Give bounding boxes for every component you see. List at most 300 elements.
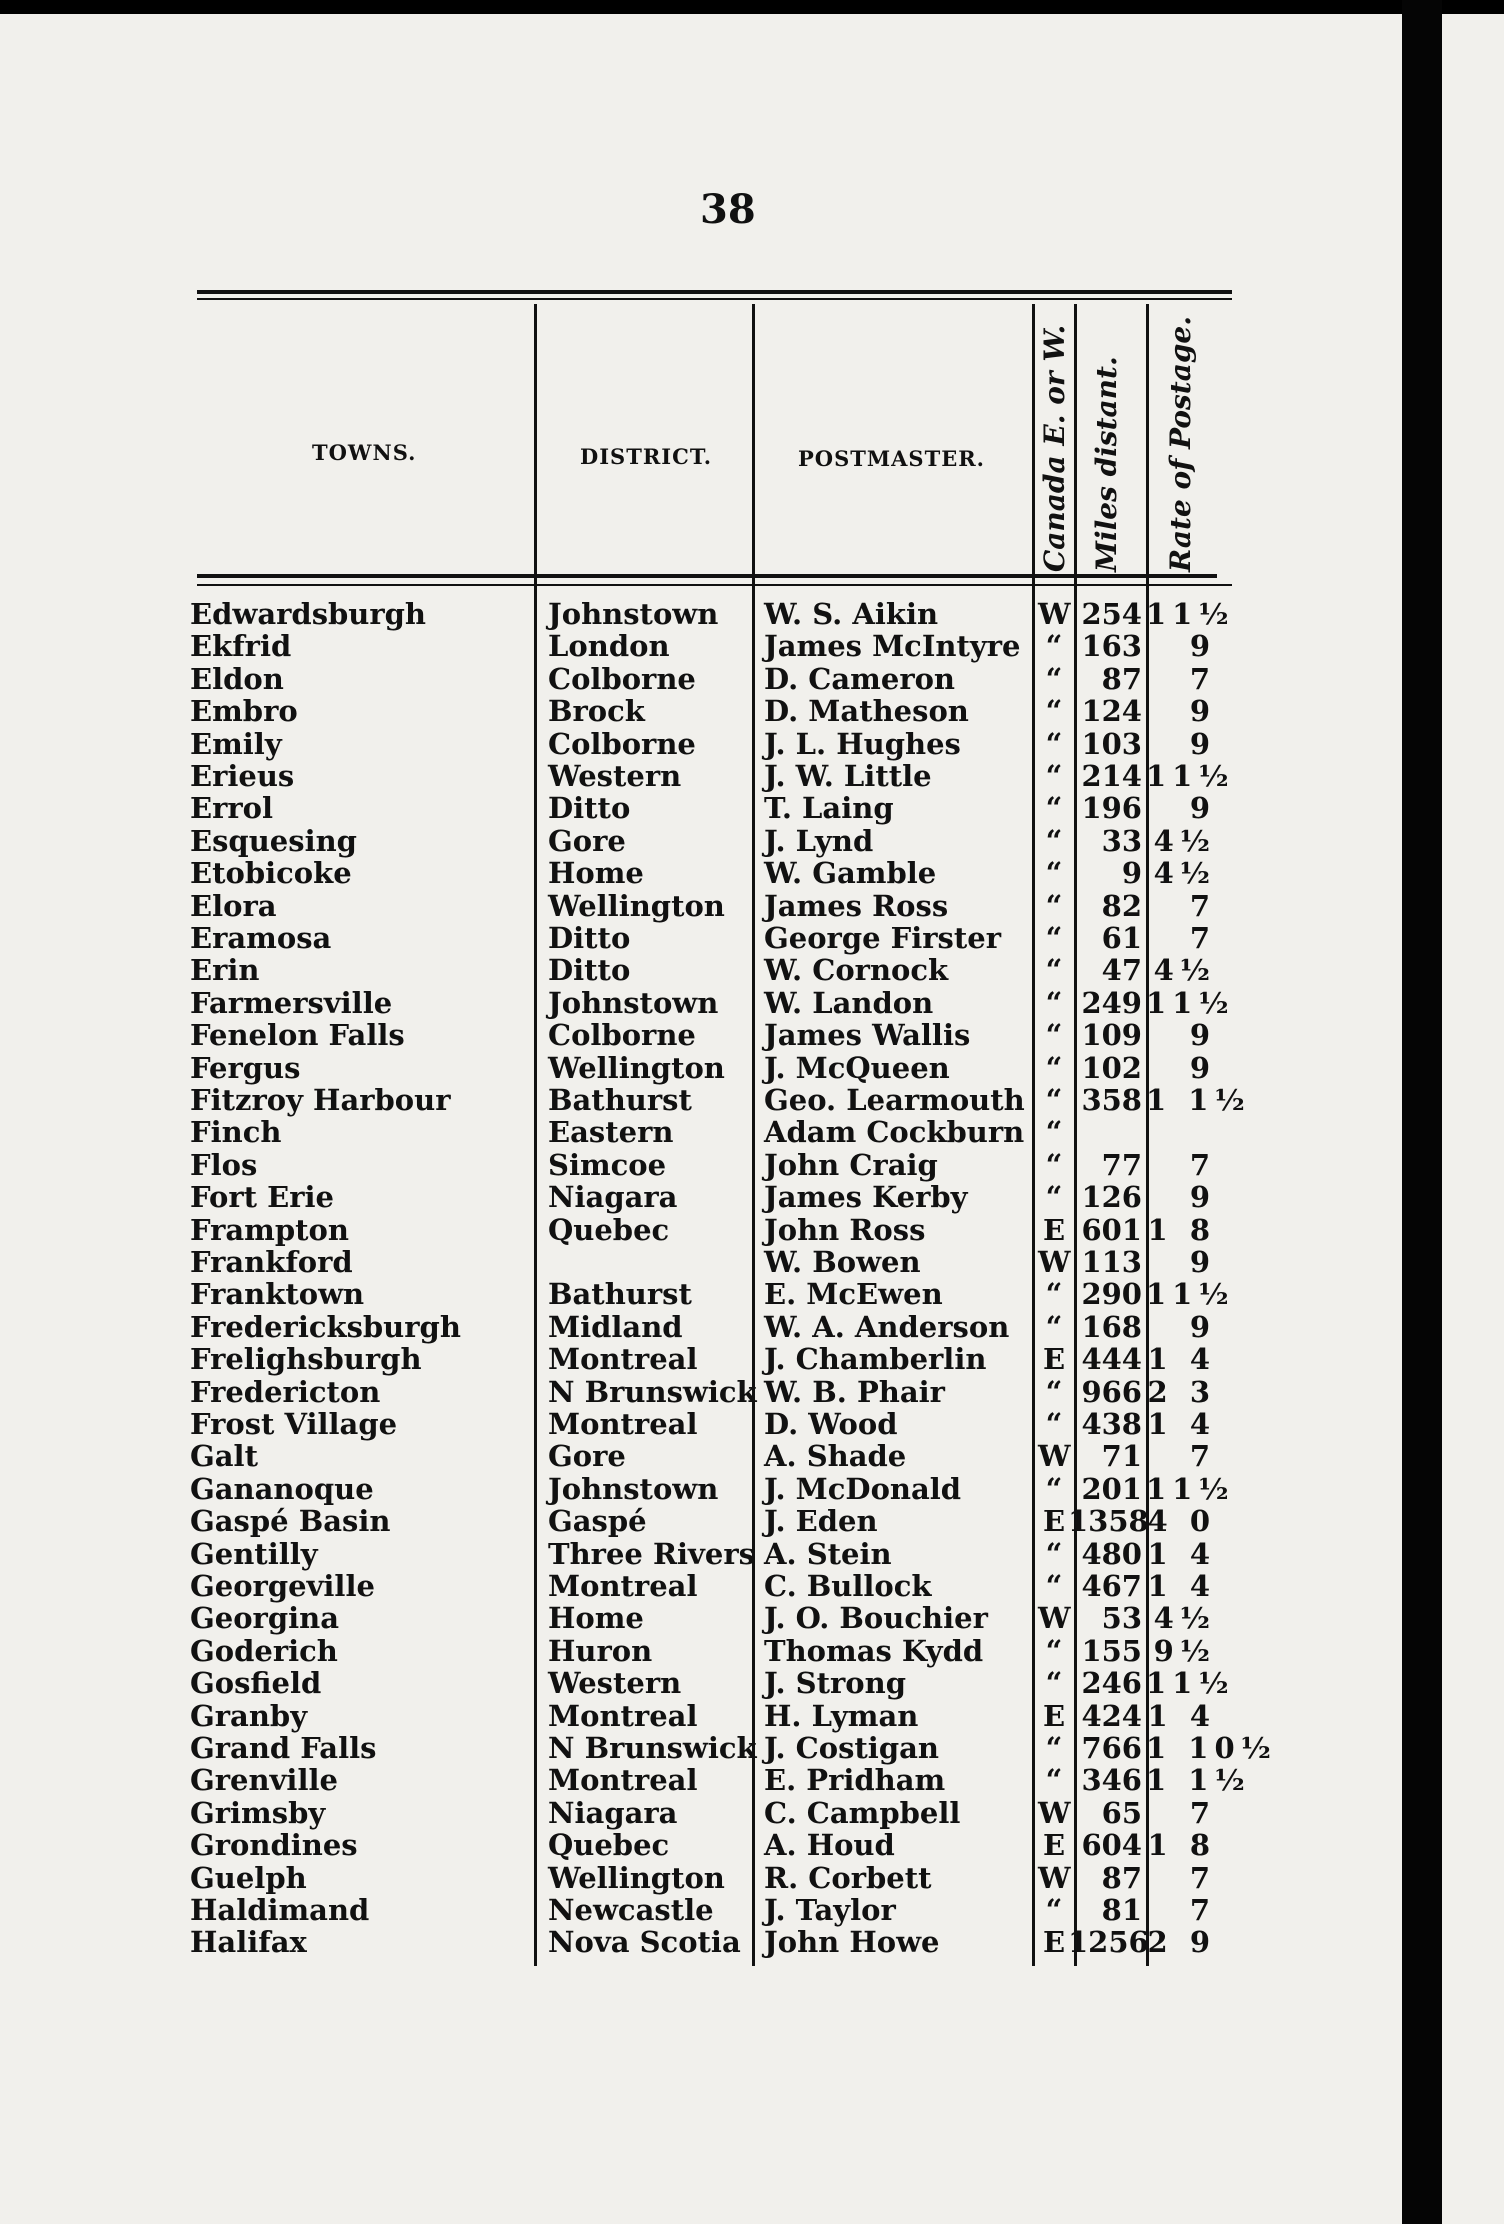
miles-cell: 126 [1081, 1180, 1142, 1215]
miles-cell: 201 [1081, 1471, 1142, 1506]
rate-cell: 1 4 [1147, 1569, 1216, 1603]
rate-cell: 7 [1189, 1439, 1216, 1474]
town-cell: Finch [190, 1115, 282, 1150]
rate-cell: 9 [1189, 1245, 1216, 1279]
canada-cell: “ [1045, 1309, 1063, 1344]
district-cell: Wellington [548, 888, 725, 923]
table-row [0, 1570, 1300, 1602]
table-row [0, 1926, 1300, 1958]
table-row [0, 1894, 1300, 1926]
town-cell: Edwardsburgh [190, 597, 427, 631]
postmaster-cell: D. Cameron [764, 661, 956, 696]
rate-cell: 1 4 [1147, 1698, 1216, 1733]
district-cell: Western [548, 1666, 682, 1701]
canada-cell: “ [1045, 726, 1063, 761]
district-cell: Wellington [548, 1860, 725, 1895]
town-cell: Grenville [190, 1763, 338, 1798]
rate-cell: 4½ [1153, 856, 1216, 891]
district-cell: Bathurst [548, 1277, 692, 1312]
rate-cell: 9 [1189, 791, 1216, 826]
canada-cell: E [1042, 1342, 1066, 1377]
town-cell: Franktown [190, 1277, 365, 1312]
district-cell: Midland [548, 1309, 683, 1344]
district-cell: Niagara [548, 1795, 678, 1830]
table-row [0, 1635, 1300, 1667]
district-cell: Newcastle [548, 1893, 714, 1927]
postmaster-cell: J. Lynd [764, 823, 874, 858]
canada-cell: E [1042, 1925, 1066, 1960]
town-cell: Errol [190, 791, 274, 826]
rate-cell: 11½ [1146, 759, 1235, 793]
district-cell: Home [548, 1601, 644, 1636]
rate-cell: 4 0 [1147, 1504, 1216, 1539]
table-row [0, 1440, 1300, 1472]
canada-cell: “ [1045, 856, 1063, 891]
postmaster-cell: J. Eden [764, 1504, 878, 1539]
rate-cell: 1 10½ [1146, 1731, 1277, 1765]
miles-cell: 33 [1101, 823, 1142, 858]
table-row [0, 1376, 1300, 1408]
postmaster-cell: W. Landon [764, 985, 934, 1020]
rate-cell: 4½ [1153, 953, 1216, 988]
postmaster-cell: John Craig [764, 1147, 938, 1182]
town-cell: Haldimand [190, 1893, 370, 1927]
postmaster-cell: R. Corbett [764, 1860, 932, 1895]
miles-cell: 196 [1081, 791, 1142, 826]
header-district: DISTRICT. [580, 444, 713, 469]
miles-cell: 214 [1081, 759, 1142, 793]
postmaster-cell: H. Lyman [764, 1698, 919, 1733]
postmaster-cell: T. Laing [764, 791, 894, 826]
rate-cell: 11½ [1146, 1277, 1235, 1312]
town-cell: Emily [190, 726, 282, 761]
table-row [0, 1602, 1300, 1634]
canada-cell: “ [1045, 1115, 1063, 1150]
district-cell: Colborne [548, 661, 696, 696]
rate-cell: 9 [1189, 1050, 1216, 1085]
rate-cell: 1 1½ [1146, 1763, 1251, 1798]
district-cell: Montreal [548, 1763, 698, 1798]
rate-cell: 9 [1189, 1309, 1216, 1344]
miles-cell: 444 [1081, 1342, 1142, 1377]
postmaster-cell: D. Wood [764, 1407, 898, 1441]
table-row [0, 1181, 1300, 1213]
canada-cell: “ [1045, 759, 1063, 793]
table-row [0, 1052, 1300, 1084]
table-row [0, 1764, 1300, 1796]
miles-cell: 246 [1081, 1666, 1142, 1701]
table-row [0, 825, 1300, 857]
district-cell: Ditto [548, 953, 631, 988]
canada-cell: “ [1045, 1763, 1063, 1798]
table-row [0, 728, 1300, 760]
canada-cell: W [1038, 1439, 1071, 1474]
table-row [0, 1116, 1300, 1148]
miles-cell: 168 [1081, 1309, 1142, 1344]
header-canada-e-or-w: Canada E. or W. [1038, 324, 1071, 572]
town-cell: Ekfrid [190, 629, 292, 664]
table-row [0, 1829, 1300, 1861]
district-cell: Ditto [548, 791, 631, 826]
miles-cell: 109 [1081, 1018, 1142, 1053]
canada-cell: W [1038, 1245, 1071, 1279]
town-cell: Fredericksburgh [190, 1309, 461, 1344]
town-cell: Georgeville [190, 1569, 375, 1603]
district-cell: Brock [548, 694, 645, 729]
rate-cell: 1 1½ [1146, 1083, 1251, 1117]
rate-cell: 7 [1189, 1795, 1216, 1830]
district-cell: Three Rivers [548, 1536, 755, 1571]
district-cell: Quebec [548, 1212, 670, 1247]
table-row [0, 1797, 1300, 1829]
postmaster-cell: D. Matheson [764, 694, 969, 729]
postmaster-cell: J. O. Bouchier [764, 1601, 988, 1636]
postmaster-cell: John Howe [764, 1925, 940, 1960]
miles-cell: 47 [1101, 953, 1142, 988]
rate-cell: 7 [1189, 921, 1216, 955]
rate-cell: 4½ [1153, 823, 1216, 858]
canada-cell: “ [1045, 1569, 1063, 1603]
rate-cell: 11½ [1146, 1666, 1235, 1701]
town-cell: Erin [190, 953, 260, 988]
postmaster-cell: George Firster [764, 921, 1001, 955]
district-cell: Ditto [548, 921, 631, 955]
canada-cell: “ [1045, 1277, 1063, 1312]
town-cell: Guelph [190, 1860, 307, 1895]
town-cell: Grimsby [190, 1795, 326, 1830]
canada-cell: W [1038, 597, 1071, 631]
rate-cell: 1 4 [1147, 1536, 1216, 1571]
rate-cell: 7 [1189, 888, 1216, 923]
postmaster-cell: James McIntyre [764, 629, 1021, 664]
canada-cell: W [1038, 1860, 1071, 1895]
postmaster-cell: Geo. Learmouth [764, 1083, 1025, 1117]
miles-cell: 249 [1081, 985, 1142, 1020]
town-cell: Goderich [190, 1633, 338, 1668]
table-row [0, 922, 1300, 954]
town-cell: Frampton [190, 1212, 349, 1247]
postmaster-cell: W. A. Anderson [764, 1309, 1010, 1344]
canada-cell: E [1042, 1504, 1066, 1539]
table-row [0, 987, 1300, 1019]
district-cell: Home [548, 856, 644, 891]
postmaster-cell: James Wallis [764, 1018, 971, 1053]
district-cell: Johnstown [548, 597, 719, 631]
district-cell: Quebec [548, 1828, 670, 1863]
rate-cell: 11½ [1146, 985, 1235, 1020]
rate-cell: 1 8 [1147, 1828, 1216, 1863]
district-cell: Johnstown [548, 1471, 719, 1506]
postmaster-cell: J. McDonald [764, 1471, 962, 1506]
town-cell: Elora [190, 888, 277, 923]
canada-cell: W [1038, 1601, 1071, 1636]
town-cell: Gananoque [190, 1471, 374, 1506]
town-cell: Eldon [190, 661, 284, 696]
postmaster-cell: W. S. Aikin [764, 597, 939, 631]
district-cell: Gore [548, 1439, 626, 1474]
miles-cell: 87 [1101, 661, 1142, 696]
canada-cell: “ [1045, 1018, 1063, 1053]
district-cell: Colborne [548, 1018, 696, 1053]
miles-cell: 77 [1101, 1147, 1142, 1182]
rate-cell: 7 [1189, 661, 1216, 696]
table-row [0, 1084, 1300, 1116]
postmaster-cell: J. Taylor [764, 1893, 896, 1927]
canada-cell: “ [1045, 694, 1063, 729]
canada-cell: E [1042, 1212, 1066, 1247]
canada-cell: E [1042, 1698, 1066, 1733]
district-cell: Eastern [548, 1115, 674, 1150]
rate-cell: 9 [1189, 726, 1216, 761]
table-row [0, 695, 1300, 727]
postmaster-cell: Thomas Kydd [764, 1633, 984, 1668]
rate-cell: 2 9 [1147, 1925, 1216, 1960]
postmaster-cell: J. Costigan [764, 1731, 939, 1765]
postmaster-cell: James Ross [764, 888, 949, 923]
rate-cell: 2 3 [1147, 1374, 1216, 1409]
miles-cell: 438 [1081, 1407, 1142, 1441]
canada-cell: W [1038, 1795, 1071, 1830]
canada-cell: “ [1045, 1893, 1063, 1927]
table-row [0, 1311, 1300, 1343]
town-cell: Etobicoke [190, 856, 352, 891]
rate-cell: 7 [1189, 1893, 1216, 1927]
header-rate-of-postage: Rate of Postage. [1164, 316, 1197, 572]
district-cell: Colborne [548, 726, 696, 761]
district-cell: Simcoe [548, 1147, 667, 1182]
rate-cell: 1 8 [1147, 1212, 1216, 1247]
town-cell: Frelighsburgh [190, 1342, 422, 1377]
district-cell: Montreal [548, 1407, 698, 1441]
header-miles-distant: Miles distant. [1090, 356, 1123, 572]
table-row [0, 1732, 1300, 1764]
town-cell: Flos [190, 1147, 258, 1182]
table-row [0, 1538, 1300, 1570]
rate-cell: 9 [1189, 629, 1216, 664]
postmaster-cell: E. McEwen [764, 1277, 943, 1312]
miles-cell: 966 [1081, 1374, 1142, 1409]
miles-cell: 358 [1081, 1083, 1142, 1117]
district-cell: Gaspé [548, 1504, 647, 1539]
town-cell: Gentilly [190, 1536, 318, 1571]
miles-cell: 1358 [1068, 1504, 1149, 1539]
table-row [0, 1473, 1300, 1505]
miles-cell: 1256 [1068, 1925, 1149, 1960]
miles-cell: 346 [1081, 1763, 1142, 1798]
town-cell: Eramosa [190, 921, 332, 955]
canada-cell: “ [1045, 1374, 1063, 1409]
canada-cell: “ [1045, 1083, 1063, 1117]
town-cell: Galt [190, 1439, 258, 1474]
canada-cell: “ [1045, 1536, 1063, 1571]
canada-cell: “ [1045, 1180, 1063, 1215]
miles-cell: 61 [1101, 921, 1142, 955]
district-cell: London [548, 629, 670, 664]
book-spine [1402, 0, 1442, 2224]
town-cell: Grand Falls [190, 1731, 377, 1765]
miles-cell: 604 [1081, 1828, 1142, 1863]
rate-cell: 1 4 [1147, 1342, 1216, 1377]
postmaster-cell: J. W. Little [764, 759, 932, 793]
table-row [0, 630, 1300, 662]
rate-cell: 1 4 [1147, 1407, 1216, 1441]
header-rule-top [197, 290, 1232, 294]
district-cell: N Brunswick [548, 1374, 757, 1409]
table-row [0, 890, 1300, 922]
header-rule-bottom-thin [197, 584, 1232, 586]
district-cell: N Brunswick [548, 1731, 757, 1765]
district-cell: Huron [548, 1633, 653, 1668]
district-cell: Montreal [548, 1698, 698, 1733]
district-cell: Niagara [548, 1180, 678, 1215]
canada-cell: “ [1045, 1407, 1063, 1441]
town-cell: Fitzroy Harbour [190, 1083, 451, 1117]
postmaster-cell: James Kerby [764, 1180, 968, 1215]
table-row [0, 598, 1300, 630]
canada-cell: “ [1045, 1147, 1063, 1182]
table-row [0, 1408, 1300, 1440]
postmaster-cell: John Ross [764, 1212, 926, 1247]
town-cell: Georgina [190, 1601, 340, 1636]
table-row [0, 1505, 1300, 1537]
town-cell: Gaspé Basin [190, 1504, 391, 1539]
postmaster-cell: C. Bullock [764, 1569, 932, 1603]
district-cell: Montreal [548, 1342, 698, 1377]
postmaster-cell: E. Pridham [764, 1763, 946, 1798]
rate-cell: 11½ [1146, 597, 1235, 631]
rate-cell: 4½ [1153, 1601, 1216, 1636]
miles-cell: 9 [1121, 856, 1142, 891]
district-cell: Bathurst [548, 1083, 692, 1117]
town-cell: Farmersville [190, 985, 393, 1020]
canada-cell: “ [1045, 823, 1063, 858]
miles-cell: 480 [1081, 1536, 1142, 1571]
miles-cell: 87 [1101, 1860, 1142, 1895]
canada-cell: “ [1045, 1471, 1063, 1506]
miles-cell: 53 [1101, 1601, 1142, 1636]
postmaster-cell: C. Campbell [764, 1795, 961, 1830]
rate-cell: 9 [1189, 1180, 1216, 1215]
miles-cell: 766 [1081, 1731, 1142, 1765]
canada-cell: “ [1045, 791, 1063, 826]
miles-cell: 65 [1101, 1795, 1142, 1830]
rate-cell: 7 [1189, 1147, 1216, 1182]
miles-cell: 113 [1081, 1245, 1142, 1279]
rate-cell: 11½ [1146, 1471, 1235, 1506]
table-row [0, 1214, 1300, 1246]
table-row [0, 1343, 1300, 1375]
miles-cell: 155 [1081, 1633, 1142, 1668]
table-row [0, 1667, 1300, 1699]
page-number: 38 [700, 186, 756, 233]
rate-cell: 9½ [1153, 1633, 1216, 1668]
town-cell: Frankford [190, 1245, 353, 1279]
table-row [0, 857, 1300, 889]
postmaster-cell: Adam Cockburn [764, 1115, 1025, 1150]
town-cell: Grondines [190, 1828, 358, 1863]
miles-cell: 81 [1101, 1893, 1142, 1927]
town-cell: Gosfield [190, 1666, 322, 1701]
town-cell: Frost Village [190, 1407, 398, 1441]
miles-cell: 290 [1081, 1277, 1142, 1312]
district-cell: Wellington [548, 1050, 725, 1085]
miles-cell: 424 [1081, 1698, 1142, 1733]
postmaster-cell: A. Houd [764, 1828, 895, 1863]
district-cell: Montreal [548, 1569, 698, 1603]
miles-cell: 103 [1081, 726, 1142, 761]
header-rule-top-thin [197, 298, 1232, 300]
table-row [0, 954, 1300, 986]
table-row [0, 663, 1300, 695]
canada-cell: “ [1045, 629, 1063, 664]
postmaster-cell: A. Shade [764, 1439, 907, 1474]
town-cell: Embro [190, 694, 298, 729]
table-row [0, 1149, 1300, 1181]
postmaster-cell: J. L. Hughes [764, 726, 961, 761]
canada-cell: “ [1045, 1050, 1063, 1085]
table-row [0, 1862, 1300, 1894]
canada-cell: “ [1045, 1666, 1063, 1701]
canada-cell: “ [1045, 1633, 1063, 1668]
town-cell: Fenelon Falls [190, 1018, 405, 1053]
canada-cell: “ [1045, 953, 1063, 988]
header-rule-bottom [197, 574, 1217, 578]
postmaster-cell: W. B. Phair [764, 1374, 945, 1409]
header-towns: TOWNS. [312, 440, 417, 465]
postmaster-cell: J. Chamberlin [764, 1342, 987, 1377]
adjacent-page-edge [1442, 14, 1504, 2224]
postmaster-cell: J. McQueen [764, 1050, 950, 1085]
header-postmaster: POSTMASTER. [798, 446, 985, 471]
town-cell: Fort Erie [190, 1180, 334, 1215]
postmaster-cell: J. Strong [764, 1666, 906, 1701]
canada-cell: “ [1045, 985, 1063, 1020]
miles-cell: 71 [1101, 1439, 1142, 1474]
table-row [0, 1278, 1300, 1310]
postmaster-cell: W. Bowen [764, 1245, 921, 1279]
miles-cell: 163 [1081, 629, 1142, 664]
canada-cell: E [1042, 1828, 1066, 1863]
miles-cell: 254 [1081, 597, 1142, 631]
canada-cell: “ [1045, 1731, 1063, 1765]
miles-cell: 124 [1081, 694, 1142, 729]
canada-cell: “ [1045, 661, 1063, 696]
canada-cell: “ [1045, 921, 1063, 955]
table-row [0, 760, 1300, 792]
town-cell: Fergus [190, 1050, 301, 1085]
miles-cell: 102 [1081, 1050, 1142, 1085]
district-cell: Western [548, 759, 682, 793]
canada-cell: “ [1045, 888, 1063, 923]
table-row [0, 1700, 1300, 1732]
district-cell: Johnstown [548, 985, 719, 1020]
postmaster-cell: W. Gamble [764, 856, 937, 891]
rate-cell: 9 [1189, 1018, 1216, 1053]
rate-cell: 9 [1189, 694, 1216, 729]
table-row [0, 1019, 1300, 1051]
miles-cell: 467 [1081, 1569, 1142, 1603]
miles-cell: 601 [1081, 1212, 1142, 1247]
district-cell: Gore [548, 823, 626, 858]
table-row [0, 1246, 1300, 1278]
town-cell: Halifax [190, 1925, 307, 1960]
miles-cell: 82 [1101, 888, 1142, 923]
town-cell: Erieus [190, 759, 295, 793]
district-cell: Nova Scotia [548, 1925, 741, 1960]
town-cell: Granby [190, 1698, 308, 1733]
town-cell: Esquesing [190, 823, 357, 858]
table-row [0, 792, 1300, 824]
